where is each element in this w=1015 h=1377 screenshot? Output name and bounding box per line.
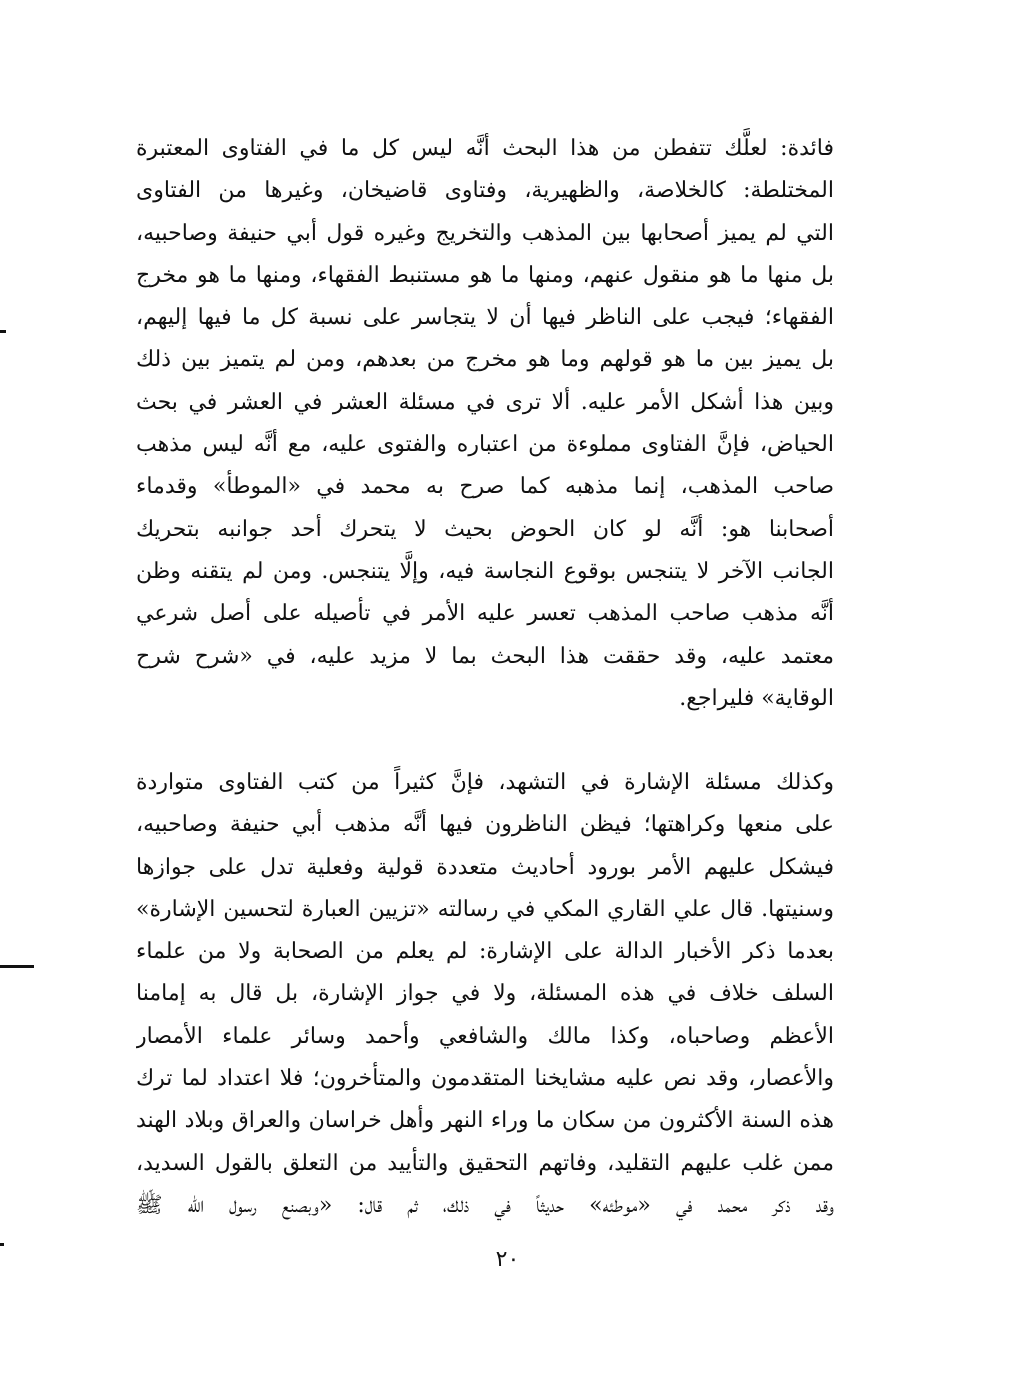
text-line: الحياض، فإنَّ الفتاوى مملوءة من اعتباره والفتوى عليه، مع أنَّه ليس مذهب xyxy=(136,432,834,458)
text-line: الأعظم وصاحباه، وكذا مالك والشافعي وأحمد وسائر علماء الأمصار xyxy=(136,1023,834,1049)
text-line: معتمد عليه، وقد حققت هذا البحث بما لا مزيد عليه، في «شرح شرح xyxy=(136,643,834,669)
scan-edge-mark xyxy=(0,965,34,968)
text-line: السلف خلاف في هذه المسئلة، ولا في جواز الإشارة، بل قال به إمامنا xyxy=(136,981,834,1007)
text-line: فيشكل عليهم الأمر بورود أحاديث متعددة قولية وفعلية تدل على جوازها xyxy=(136,854,834,880)
text-line: التي لم يميز أصحابها بين المذهب والتخريج وغيره قول أبي حنيفة وصاحبيه، xyxy=(136,220,834,246)
text-line: وقد ذكر محمد في «موطئه» حديثاً في ذلك، ثم قال: «وبصنع رسول الله ﷺ xyxy=(136,1192,834,1218)
paragraph-ishara xyxy=(136,762,834,1227)
text-line: ممن غلب عليهم التقليد، وفاتهم التحقيق والتأييد من التعلق بالقول السديد، xyxy=(136,1150,834,1176)
text-line: وبين هذا أشكل الأمر عليه. ألا ترى في مسئلة العشر في العشر في بحث xyxy=(136,389,834,415)
text-line: بل يميز بين ما هو قولهم وما هو مخرج من بعدهم، ومن لم يتميز بين ذلك xyxy=(136,347,834,373)
page-number: ٢٠ xyxy=(495,1247,520,1272)
text-line: أصحابنا هو: أنَّه لو كان الحوض بحيث لا يتحرك أحد جوانبه بتحريك xyxy=(136,516,834,542)
text-line: والأعصار، وقد نص عليه مشايخنا المتقدمون والمتأخرون؛ فلا اعتداد لما ترك xyxy=(136,1066,834,1092)
text-line: أنَّه مذهب صاحب المذهب تعسر عليه الأمر في تأصيله على أصل شرعي xyxy=(136,601,834,627)
scan-edge-mark xyxy=(0,1243,4,1246)
text-line: الجانب الآخر لا يتنجس بوقوع النجاسة فيه، وإلَّا يتنجس. ومن لم يتقنه وظن xyxy=(136,558,834,584)
text-line: الوقاية» فليراجع. xyxy=(679,685,834,711)
paragraph-faida xyxy=(136,128,834,720)
text-line: على منعها وكراهتها؛ فيظن الناظرون فيها أنَّه مذهب أبي حنيفة وصاحبيه، xyxy=(136,812,834,838)
text-line: صاحب المذهب، إنما مذهبه كما صرح به محمد في «الموطأ» وقدماء xyxy=(136,474,834,500)
text-line: بل منها ما هو منقول عنهم، ومنها ما هو مستنبط الفقهاء، ومنها ما هو مخرج xyxy=(136,262,834,288)
text-line: هذه السنة الأكثرون من سكان ما وراء النهر وأهل خراسان والعراق وبلاد الهند xyxy=(136,1108,834,1134)
text-line: الفقهاء؛ فيجب على الناظر فيها أن لا يتجاسر على نسبة كل ما فيها إليهم، xyxy=(136,305,834,331)
text-line: بعدما ذكر الأخبار الدالة على الإشارة: لم يعلم من الصحابة ولا من علماء xyxy=(136,939,834,965)
text-line: فائدة: لعلَّك تتفطن من هذا البحث أنَّه ليس كل ما في الفتاوى المعتبرة xyxy=(136,136,834,161)
text-line: وسنيتها. قال علي القاري المكي في رسالته «تزيين العبارة لتحسين الإشارة» xyxy=(136,896,834,922)
text-line: وكذلك مسئلة الإشارة في التشهد، فإنَّ كثيراً من كتب الفتاوى متواردة xyxy=(136,770,834,795)
text-line: المختلطة: كالخلاصة، والظهيرية، وفتاوى قاضيخان، وغيرها من الفتاوى xyxy=(136,178,834,204)
scan-edge-mark xyxy=(0,330,6,333)
